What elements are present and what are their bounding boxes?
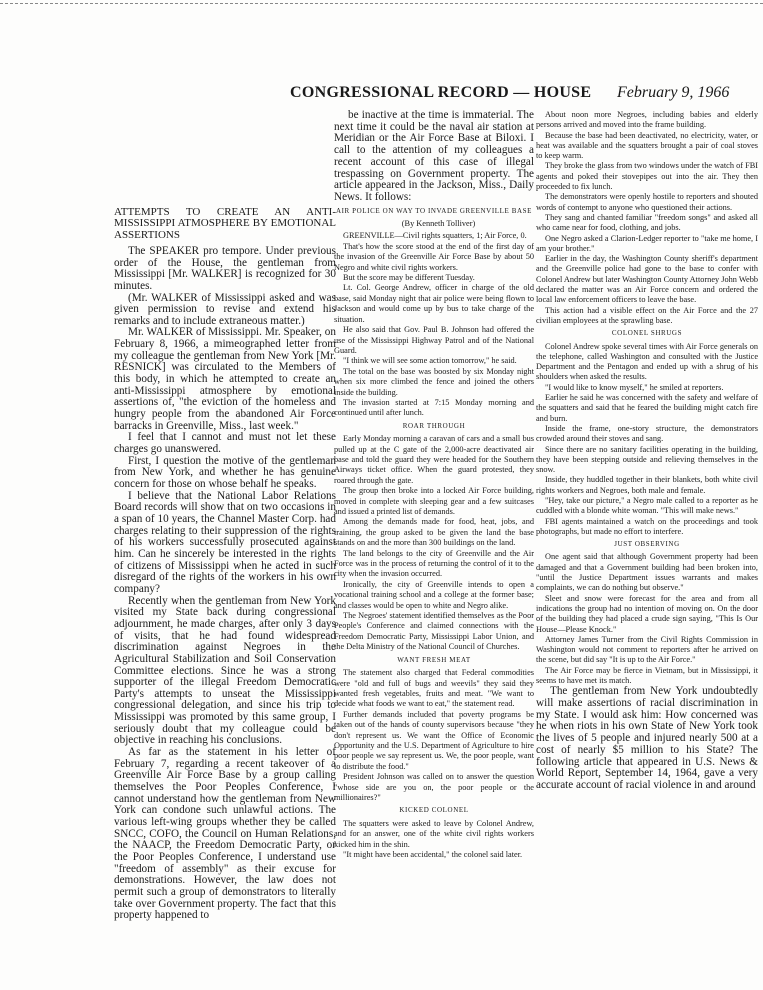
- paragraph: The squatters were asked to leave by Colonel Andrew, and for an answer, one of the white civil rights workers kicked him in the shin.: [334, 818, 534, 849]
- paragraph: Since there are no sanitary facilities operating in the building, they have been stepping outside and relieving themselves in the snow.: [536, 444, 758, 475]
- paragraph: I believe that the National Labor Relations Board records will show that on two occasions in a span of 10 years, the Channel Master Corp. had charges relating to their suppression of the rights of his workers successfully prosecuted against him. Can he sincerely be interested in the rights of citizens of Mississippi when he acted in such disregard of the rights of the workers in his own company?: [114, 489, 336, 595]
- paragraph: First, I question the motive of the gentleman from New York, and whether he has genuine concern for those on whose behalf he speaks.: [114, 454, 336, 491]
- paragraph: The land belongs to the city of Greenville and the Air Force was in the process of returning the control of it to the city when the invasion occurred.: [334, 548, 534, 579]
- paragraph: Recently when the gentleman from New York visited my State back during congressional adjournment, he made charges, after only 3 days of visits, that he had found widespread discrimination against Negroes in the Agricultural Stabilization and Soil Conservation Committee elections. Since he was a strong supporter of the illegal Freedom Democratic Party's attempts to unseat the Mississippi congressional delegation, and since his trip to Mississippi was promoted by this same group, I seriously doubt that my colleague could be objective in reaching his conclusions.: [114, 594, 336, 747]
- paragraph: "Hey, take our picture," a Negro male called to a reporter as he cuddled with a blonde white woman. "This will make news.": [536, 495, 758, 516]
- paragraph: Mr. WALKER of Mississippi. Mr. Speaker, on February 8, 1966, a mimeographed letter from my colleague the gentleman from New York [Mr. RESNICK] was circulated to the Members of this body, in which he attempted to create an anti-Mississippi atmosphere by emotional assertions of, "the eviction of the homeless and hungry people from the abandoned Air Force barracks in Greenville, Miss., last week.": [114, 326, 336, 432]
- paragraph: Colonel Andrew spoke several times with Air Force generals on the telephone, called Washington and consulted with the Justice Department and the Pentagon and ended up with a shrug of his shoulders when asked the results.: [536, 341, 758, 382]
- publication-date: February 9, 1966: [617, 84, 730, 101]
- paragraph: FBI agents maintained a watch on the proceedings and took photographs, but made no effort to interfere.: [536, 516, 758, 536]
- paragraph: Further demands included that poverty programs be taken out of the hands of county supervisors because "they don't represent us. We want the Office of Economic Opportunity and the U.S. Department of Agriculture to hire poor people we say represent us. We, the poor people, want to distribute the food.": [334, 709, 534, 771]
- paragraph: "I think we will see some action tomorrow," he said.: [343, 356, 517, 366]
- paragraph: The total on the base was boosted by six Monday night when six more climbed the fence and joined the others inside the building.: [334, 366, 534, 397]
- section-title: ATTEMPTS TO CREATE AN ANTI-MISSISSIPPI ATMOSPHERE BY EMOTIONAL ASSERTIONS: [114, 207, 336, 241]
- paragraph: Lt. Col. George Andrew, officer in charge of the old base, said Monday night that air police were being flown to Jackson and would come up by bus to take charge of the situation.: [334, 283, 534, 324]
- page-top-rule: [0, 3, 763, 4]
- paragraph: They broke the glass from two windows under the watch of FBI agents and poked their stovepipes out into the air. They then proceeded to fix lunch.: [536, 161, 758, 192]
- paragraph: He also said that Gov. Paul B. Johnson had offered the use of the Mississippi Highway Patrol and of the National Guard.: [334, 325, 534, 355]
- subheading: WANT FRESH MEAT: [397, 655, 471, 664]
- paragraph: Inside, they huddled together in their blankets, both white civil rights workers and Negroes, both male and female.: [536, 475, 758, 495]
- paragraph: That's how the score stood at the end of the first day of the invasion of the Greenville Air Force Base by about 50 Negro and white civil rights workers.: [334, 241, 534, 272]
- paragraph: "I would like to know myself," he smiled at reporters.: [545, 382, 724, 392]
- article-headline: AIR POLICE ON WAY TO INVADE GREENVILLE BASE: [335, 206, 533, 215]
- subheading: COLONEL SHRUGS: [611, 329, 683, 338]
- paragraph: The invasion started at 7:15 Monday morning and continued until after lunch.: [334, 397, 534, 418]
- paragraph: be inactive at the time is immaterial. The next time it could be the naval air station at Meridian or the Air Force Base at Biloxi. I call to the attention of my colleagues a recent account of this case of illegal trespassing on Government property. The article appeared in the Jackson, Miss., Daily News. It follows:: [334, 110, 534, 203]
- paragraph: President Johnson was called on to answer the question "whose side are you on, the poor people or the millionaires?": [334, 772, 534, 802]
- paragraph: "It might have been accidental," the colonel said later.: [343, 850, 523, 859]
- paragraph: Early Monday morning a caravan of cars and a small bus pulled up at the C gate of the 2,000-acre deactivated air base and told the guard they were headed for the Southern Airways ticket office. When the guard protested, they roared through the gate.: [334, 434, 534, 485]
- paragraph: The gentleman from New York undoubtedly will make assertions of racial discrimination in my State. I would ask him: How concerned was he when riots in his own State of New York took the lives of 5 people and injured nearly 500 at a cost of nearly $5 million to his State? The following article that appeared in U.S. News & World Report, September 14, 1964, gave a very accurate account of racial violence in and around: [536, 685, 758, 791]
- paragraph: Earlier he said he was concerned with the safety and welfare of the squatters and said that he feared the building might catch fire and burn.: [536, 393, 758, 423]
- paragraph: The Air Force may be fierce in Vietnam, but in Mississippi, it seems to have met its match.: [536, 665, 758, 686]
- paragraph: About noon more Negroes, including babies and elderly persons arrived and moved into the frame building.: [536, 110, 758, 130]
- page-header: [290, 84, 760, 106]
- paragraph: Earlier in the day, the Washington County sheriff's department and the Greenville police had gone to the base to confer with Colonel Andrew but later Washington County Attorney John Webb declared the matter was an Air Force concern and ordered the local law enforcement officers to leave the base.: [536, 254, 758, 305]
- paragraph: (Mr. WALKER of Mississippi asked and was given permission to revise and extend his remarks and to include extraneous matter.): [114, 291, 336, 327]
- paragraph: Because the base had been deactivated, no electricity, water, or heat was available and the squatters brought a pair of coal stoves to keep warm.: [536, 130, 758, 161]
- publication-title: CONGRESSIONAL RECORD — HOUSE: [290, 84, 592, 101]
- paragraph: Ironically, the city of Greenville intends to open a vocational training school and a college at the former base; and classes would be open to white and Negro alike.: [334, 579, 534, 610]
- subheading: ROAR THROUGH: [402, 421, 466, 430]
- column-left: [114, 207, 336, 987]
- paragraph: The Negroes' statement identified themselves as the Poor People's Conference and claimed connections with the Freedom Democratic Party, Mississippi Labor Union, and the Delta Ministry of the National Council of Churches.: [334, 611, 534, 652]
- paragraph: I feel that I cannot and must not let these charges go unanswered.: [114, 431, 336, 456]
- paragraph: The statement also charged that Federal commodities were "old and full of bugs and weevils" they said they wanted fresh vegetables, fruits and meat. "We want to decide what foods we want to eat," the statement read.: [334, 668, 534, 709]
- paragraph: One agent said that although Government property had been damaged and that a Government building had been broken into, "until the Justice Department issues warrants and makes complaints, we can do nothing but observe.": [536, 552, 758, 593]
- article-byline: (By Kenneth Tolliver): [401, 219, 476, 229]
- paragraph: The SPEAKER pro tempore. Under previous order of the House, the gentleman from Mississippi [Mr. WALKER] is recognized for 30 minutes.: [114, 244, 336, 292]
- column-right: [536, 110, 758, 985]
- paragraph: One Negro asked a Clarion-Ledger reporter to "take me home, I am your brother.": [536, 233, 758, 253]
- paragraph: Among the demands made for food, heat, jobs, and training, the group asked to be given the land the base stands on and the more than 300 buildings on the land.: [334, 517, 534, 548]
- paragraph: The demonstrators were openly hostile to reporters and shouted words of contempt to anyone who questioned their actions.: [536, 192, 758, 212]
- subheading: JUST OBSERVING: [614, 540, 680, 549]
- column-middle: [334, 110, 534, 985]
- paragraph: But the score may be different Tuesday.: [343, 273, 475, 283]
- subheading: KICKED COLONEL: [399, 806, 469, 815]
- paragraph: GREENVILLE—Civil rights squatters, 1; Air Force, 0.: [343, 231, 527, 241]
- paragraph: Inside the frame, one-story structure, the demonstrators crowded around their stoves and sang.: [536, 423, 758, 444]
- paragraph: Attorney James Turner from the Civil Rights Commission in Washington would not comment to reporters after he arrived on the scene, but did say "It is up to the Air Force.": [536, 634, 758, 665]
- paragraph: This action had a visible effect on the Air Force and the 27 civilian employees at the sprawling base.: [536, 305, 758, 325]
- paragraph: As far as the statement in his letter of February 7, regarding a recent takeover of a Greenville Air Force Base by a group calling themselves the Poor Peoples Conference, I cannot understand how the gentleman from New York can condone such unlawful actions. The various left-wing groups whether they be called SNCC, COFO, the Council on Human Relations, the NAACP, the Freedom Democratic Party, or the Poor Peoples Conference, I understand use "freedom of assembly" as their excuse for demonstrations. However, the law does not permit such a group of demonstrators to literally take over Government property. The fact that this property happened to: [114, 746, 336, 922]
- paragraph: The group then broke into a locked Air Force building, moved in complete with sleeping gear and a few suitcases and issued a printed list of demands.: [334, 486, 534, 516]
- paragraph: They sang and chanted familiar "freedom songs" and asked all who came near for food, clothing, and jobs.: [536, 212, 758, 233]
- paragraph: Sleet and snow were forecast for the area and from all indications the group had no intention of moving on. On the door of the building they had placed a crude sign saying, "This Is Our House—Please Knock.": [536, 593, 758, 634]
